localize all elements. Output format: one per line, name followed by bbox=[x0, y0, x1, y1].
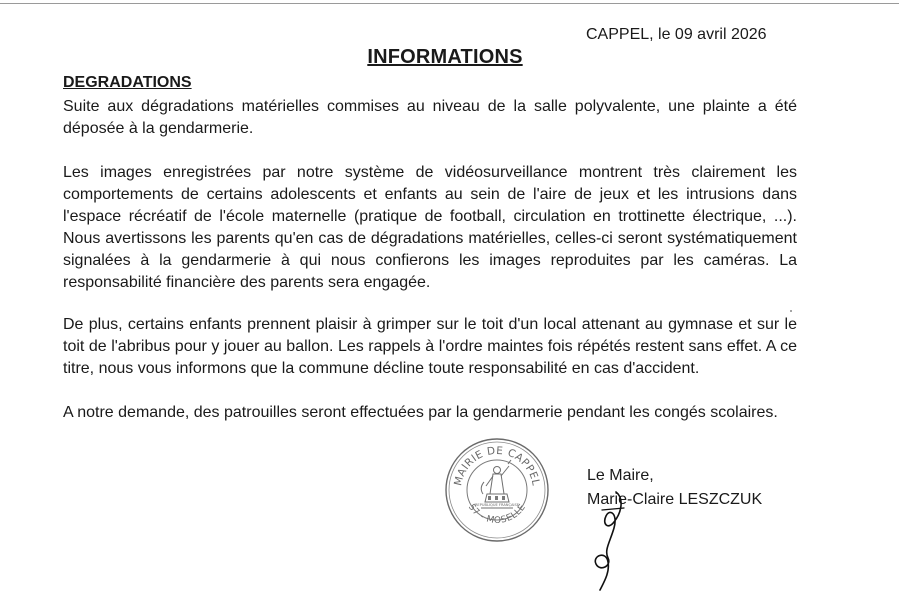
paragraph-video-surveillance: Les images enregistrées par notre système de vidéosurveillance montrent très clairement les comportements de certains adolescents et enfants au sein de l'aire de jeux et les intrusions dans l'espace récréatif de l'école maternelle (pratique de football, circulation en trottinette électrique, ...). Nous avertissons les parents qu'en cas de dégradations matérielles, celles-ci seront systématiquement signalées à la gendarmerie à qui nous confierons les images reproduites par les caméras. La responsabilité financière des parents sera engagée. bbox=[63, 164, 797, 291]
signatory-role: Le Maire, bbox=[587, 467, 654, 484]
handwritten-signature bbox=[588, 488, 632, 592]
paragraph-complaint: Suite aux dégradations matérielles commises au niveau de la salle polyvalente, une plainte a été déposée à la gendarmerie. bbox=[63, 98, 797, 137]
svg-text:MAIRIE DE CAPPEL: MAIRIE DE CAPPEL bbox=[452, 444, 542, 487]
page-title: INFORMATIONS bbox=[367, 46, 523, 68]
section-heading: DEGRADATIONS bbox=[63, 74, 192, 91]
place-date: CAPPEL, le 09 avril 2026 bbox=[586, 26, 767, 43]
svg-text:REPUBLIQUE FRANÇAISE: REPUBLIQUE FRANÇAISE bbox=[474, 503, 520, 507]
svg-text:57 - MOSELLE: 57 - MOSELLE bbox=[465, 502, 529, 527]
scan-edge-line bbox=[0, 3, 899, 4]
mairie-stamp-seal bbox=[443, 436, 551, 544]
signatory-name: Marie-Claire LESZCZUK bbox=[587, 491, 763, 508]
scan-speck bbox=[790, 310, 792, 312]
paragraph-roof-climbing: De plus, certains enfants prennent plaisir à grimper sur le toit d'un local attenant au gymnase et sur le toit de l'abribus pour y jouer au ballon. Les rappels à l'ordre maintes fois répétés restent sans effet. A ce titre, nous vous informons que la commune décline toute responsabilité en cas d'accident. bbox=[63, 316, 797, 377]
paragraph-patrols: A notre demande, des patrouilles seront effectuées par la gendarmerie pendant les congés scolaires. bbox=[63, 404, 778, 421]
